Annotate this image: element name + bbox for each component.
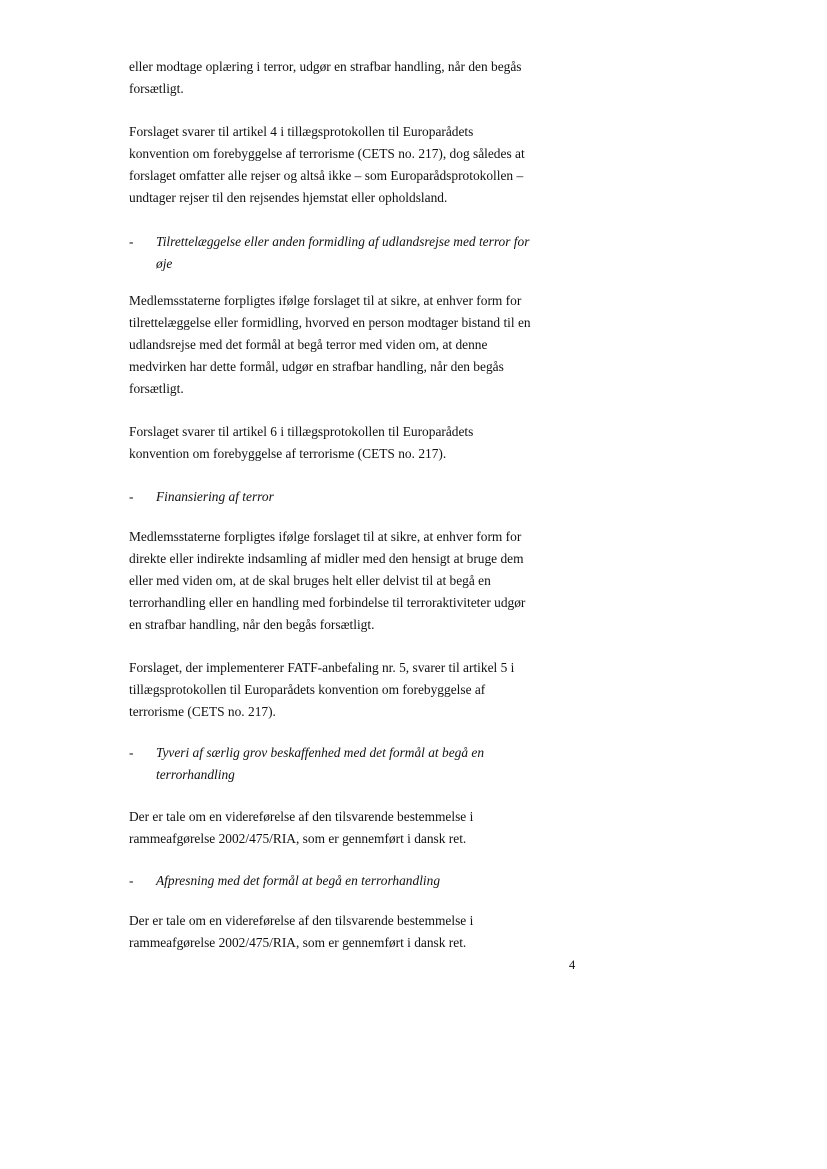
text-line: Forslaget svarer til artikel 6 i tillægsprotokollen til Europarådets (129, 424, 474, 439)
bullet-heading-text (156, 231, 556, 275)
text-line: terrorhandling (156, 767, 235, 782)
text-line: konvention om forebyggelse af terrorisme (CETS no. 217), dog således at (129, 146, 525, 161)
paragraph (129, 806, 549, 850)
paragraph (129, 910, 549, 954)
text-line: udlandsrejse med det formål at begå terror med viden om, at denne (129, 337, 488, 352)
paragraph (129, 526, 549, 636)
text-line: tillægsprotokollen til Europarådets konvention om forebyggelse af (129, 682, 486, 697)
text-line: Tyveri af særlig grov beskaffenhed med det formål at begå en (156, 745, 485, 760)
text-line: rammeafgørelse 2002/475/RIA, som er gennemført i dansk ret. (129, 935, 467, 950)
bullet-heading-text (156, 870, 556, 892)
text-line: forsætligt. (129, 381, 184, 396)
text-line: Afpresning med det formål at begå en terrorhandling (156, 873, 441, 888)
text-line: Der er tale om en videreførelse af den tilsvarende bestemmelse i (129, 809, 474, 824)
text-line: Tilrettelæggelse eller anden formidling af udlandsrejse med terror for (156, 234, 530, 249)
paragraph (129, 657, 549, 723)
text-line: forslaget omfatter alle rejser og altså ikke – som Europarådsprotokollen – (129, 168, 524, 183)
text-line: Finansiering af terror (156, 489, 274, 504)
bullet-dash: - (129, 873, 134, 888)
text-line: Medlemsstaterne forpligtes ifølge forslaget til at sikre, at enhver form for (129, 293, 522, 308)
text-line: Forslaget svarer til artikel 4 i tillægsprotokollen til Europarådets (129, 124, 474, 139)
paragraph (129, 121, 549, 209)
text-line: undtager rejser til den rejsendes hjemstat eller opholdsland. (129, 190, 448, 205)
text-line: rammeafgørelse 2002/475/RIA, som er gennemført i dansk ret. (129, 831, 467, 846)
bullet-dash: - (129, 234, 134, 249)
text-line: direkte eller indirekte indsamling af midler med den hensigt at bruge dem (129, 551, 524, 566)
text-line: forsætligt. (129, 81, 184, 96)
bullet-dash: - (129, 745, 134, 760)
text-line: terrorhandling eller en handling med forbindelse til terroraktiviteter udgør (129, 595, 526, 610)
text-line: Forslaget, der implementerer FATF-anbefaling nr. 5, svarer til artikel 5 i (129, 660, 515, 675)
bullet-heading-text (156, 742, 556, 786)
paragraph (129, 56, 549, 100)
text-line: eller med viden om, at de skal bruges helt eller delvist til at begå en (129, 573, 491, 588)
text-line: eller modtage oplæring i terror, udgør en strafbar handling, når den begås (129, 59, 522, 74)
bullet-heading-text (156, 486, 556, 508)
text-line: Medlemsstaterne forpligtes ifølge forslaget til at sikre, at enhver form for (129, 529, 522, 544)
text-line: konvention om forebyggelse af terrorisme (CETS no. 217). (129, 446, 447, 461)
paragraph (129, 421, 549, 465)
text-line: tilrettelæggelse eller formidling, hvorved en person modtager bistand til en (129, 315, 531, 330)
text-line: Der er tale om en videreførelse af den tilsvarende bestemmelse i (129, 913, 474, 928)
text-line: øje (156, 256, 173, 271)
bullet-dash: - (129, 489, 134, 504)
text-line: en strafbar handling, når den begås forsætligt. (129, 617, 375, 632)
paragraph (129, 290, 549, 400)
text-line: terrorisme (CETS no. 217). (129, 704, 276, 719)
text-line: medvirken har dette formål, udgør en strafbar handling, når den begås (129, 359, 504, 374)
page-number: 4 (569, 958, 576, 972)
